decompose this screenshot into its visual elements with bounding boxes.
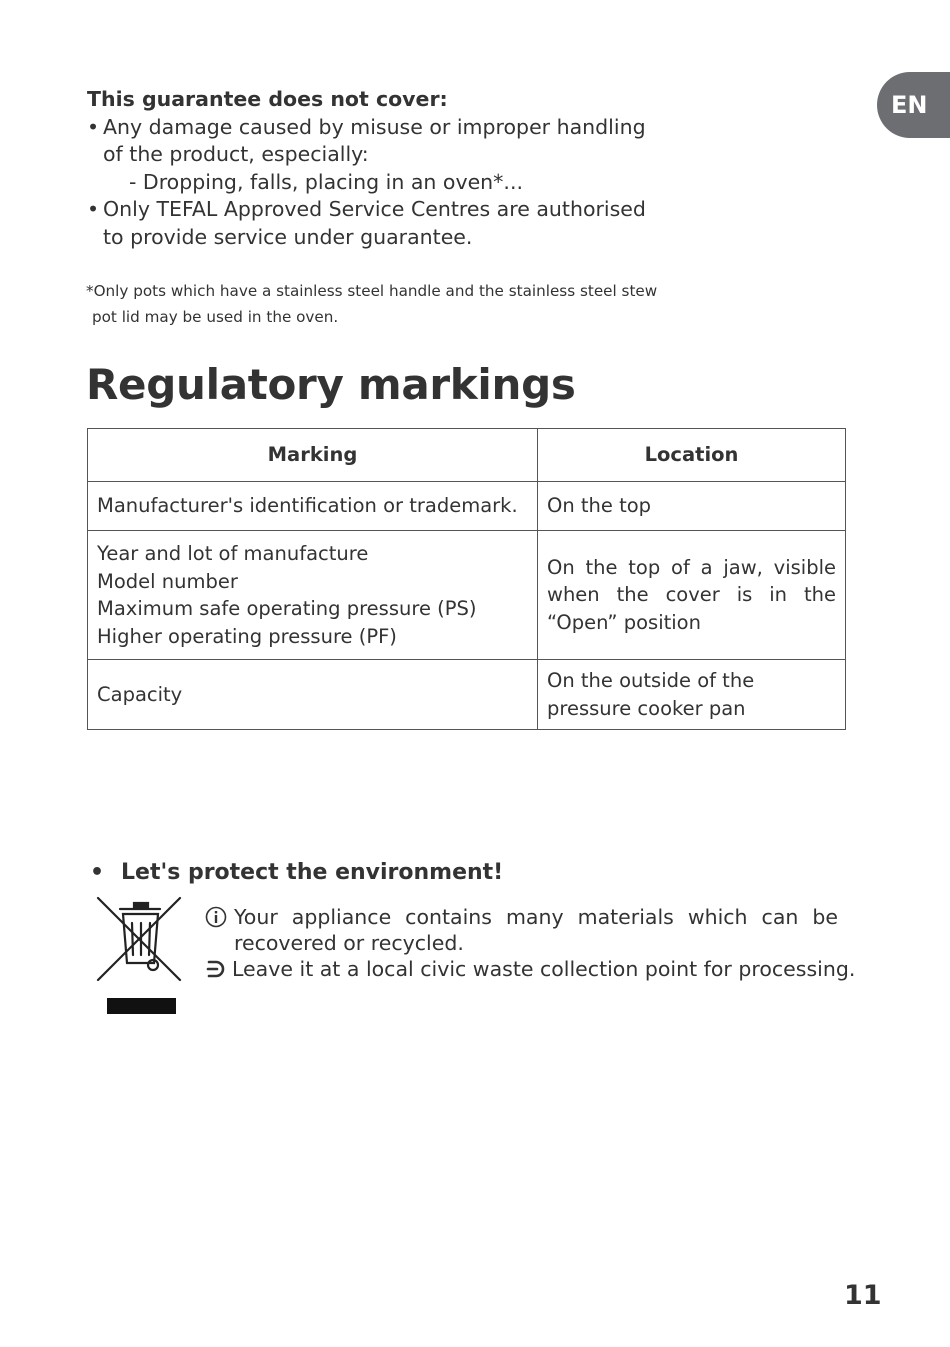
marking-line: Higher operating pressure (PF) (97, 624, 397, 648)
crossed-bin-icon (96, 895, 184, 1017)
marking-line: Year and lot of manufacture (97, 542, 369, 565)
bullet: • (90, 860, 105, 885)
regulatory-markings-table (87, 428, 846, 730)
guarantee-section (87, 86, 657, 251)
marking-line: Maximum safe operating pressure (PS) (97, 597, 477, 620)
table-header-marking: Marking (88, 429, 538, 482)
info-paragraph (205, 904, 838, 956)
table-header-row (88, 429, 846, 482)
table-row (88, 482, 846, 531)
info-text: Your appliance contains many materials which can be recovered or recycled. (234, 905, 838, 955)
table-header-location: Location (538, 429, 846, 482)
table-row (88, 660, 846, 730)
action-text: Leave it at a local civic waste collection point for processing. (232, 957, 856, 981)
footnote (86, 278, 661, 330)
marking-line: Capacity (97, 682, 183, 706)
page-title: Regulatory markings (86, 360, 576, 409)
marking-cell (88, 482, 538, 531)
bullet: • (87, 114, 100, 139)
marking-cell (88, 531, 538, 660)
guarantee-item-1-sub: - Dropping, falls, placing in an oven*... (129, 169, 523, 194)
table-row (88, 531, 846, 660)
guarantee-heading: This guarantee does not cover: (87, 87, 448, 111)
footnote-line-2: pot lid may be used in the oven. (92, 308, 339, 326)
page-number: 11 (844, 1280, 882, 1311)
language-tab: EN (877, 72, 950, 138)
location-cell: On the outside of the pressure cooker pan (538, 660, 846, 730)
guarantee-item-1-line-2: of the product, especially: (103, 142, 369, 166)
bullet: • (87, 197, 100, 221)
arrow-icon (205, 956, 227, 982)
guarantee-item-2-line-2: to provide service under guarantee. (103, 224, 473, 249)
action-paragraph (205, 956, 856, 982)
guarantee-item-2 (87, 196, 657, 251)
footnote-line-1: *Only pots which have a stainless steel handle and the stainless steel stew (86, 282, 658, 300)
info-icon (205, 906, 227, 928)
location-cell: On the top of a jaw, visible when the cover is in the “Open” position (538, 531, 846, 660)
environment-heading (90, 860, 503, 885)
location-cell: On the top (538, 482, 846, 531)
marking-line: Model number (97, 569, 238, 593)
guarantee-item-1 (87, 114, 657, 169)
environment-text (205, 904, 856, 982)
guarantee-item-2-line-1: Only TEFAL Approved Service Centres are authorised (103, 197, 646, 221)
marking-cell (88, 660, 538, 730)
guarantee-item-1-line-1: Any damage caused by misuse or improper handling (103, 114, 646, 139)
environment-title: Let's protect the environment! (121, 860, 504, 885)
marking-line: Manufacturer's identification or trademark. (97, 494, 518, 518)
